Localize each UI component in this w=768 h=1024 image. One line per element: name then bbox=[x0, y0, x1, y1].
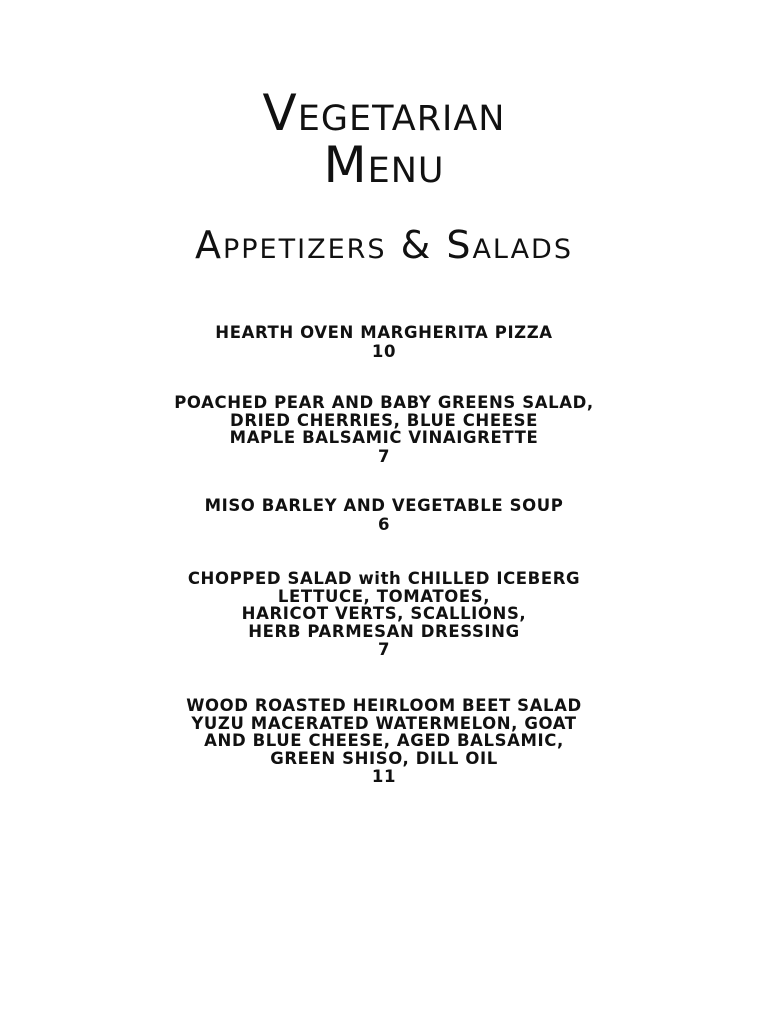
menu-item-price: 10 bbox=[371, 341, 397, 361]
menu-item-line: DRIED CHERRIES, BLUE CHEESE bbox=[230, 410, 538, 430]
menu-item bbox=[0, 324, 768, 360]
menu-item bbox=[0, 570, 768, 659]
menu-title-line1: Vegetarian bbox=[262, 84, 506, 142]
menu-item-price: 7 bbox=[377, 640, 391, 659]
menu-item-line: MISO BARLEY AND VEGETABLE SOUP bbox=[204, 496, 564, 515]
menu-item-line: YUZU MACERATED WATERMELON, GOAT bbox=[191, 713, 577, 733]
menu-item-price: 7 bbox=[377, 446, 391, 466]
menu-item-line: HARICOT VERTS, SCALLIONS, bbox=[241, 604, 527, 623]
section-heading: Appetizers & Salads bbox=[195, 223, 573, 267]
menu-item-line: CHOPPED SALAD with CHILLED ICEBERG bbox=[187, 569, 581, 588]
menu-item-line: GREEN SHISO, DILL OIL bbox=[270, 748, 498, 768]
menu-item bbox=[0, 394, 768, 465]
menu-item bbox=[0, 697, 768, 786]
menu-item-price: 6 bbox=[377, 514, 391, 534]
menu-item-line: WOOD ROASTED HEIRLOOM BEET SALAD bbox=[186, 696, 582, 715]
menu-item-line: HEARTH OVEN MARGHERITA PIZZA bbox=[215, 323, 553, 342]
menu-item-price: 11 bbox=[371, 767, 397, 786]
menu-item-line: LETTUCE, TOMATOES, bbox=[277, 586, 491, 606]
menu-title-line2: Menu bbox=[323, 136, 445, 194]
menu-item-line: AND BLUE CHEESE, AGED BALSAMIC, bbox=[204, 731, 564, 750]
menu-item-line: HERB PARMESAN DRESSING bbox=[248, 621, 520, 641]
menu-item bbox=[0, 497, 768, 533]
menu-item-line: MAPLE BALSAMIC VINAIGRETTE bbox=[229, 428, 539, 447]
menu-item-line: POACHED PEAR AND BABY GREENS SALAD, bbox=[174, 393, 594, 412]
